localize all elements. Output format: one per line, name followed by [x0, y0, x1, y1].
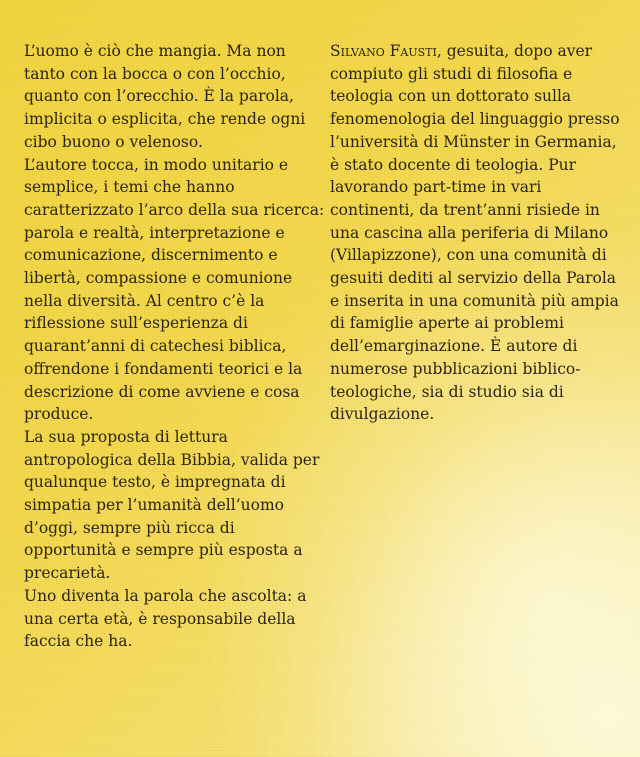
blurb-paragraph-1: L’uomo è ciò che mangia. Ma non tanto con la bocca o con l’occhio, quanto con l’orecchio. È la parola, implicita o esplicita, che rende ogni cibo buono o velenoso. [24, 42, 306, 151]
author-bio-column [330, 40, 630, 426]
author-bio-text: , gesuita, dopo aver compiuto gli studi di filosofia e teologia con un dottorato sulla fenomenologia del linguaggio presso l’università di Münster in Germania, è stato docente di teologia. Pur lavorando part-time in vari continenti, da trent’anni risiede in una cascina alla periferia di Milano (Villapizzone), con una comunità di gesuiti dediti al servizio della Parola e inserita in una comunità più ampia di famiglie aperte ai problemi dell’emarginazione. È autore di numerose pubblicazioni biblico-teologiche, sia di studio sia di divulgazione. [330, 42, 620, 424]
author-bio [330, 40, 630, 426]
blurb-paragraph-2: L’autore tocca, in modo unitario e semplice, i temi che hanno caratterizzato l’arco della sua ricerca: parola e realtà, interpretazione e comunicazione, discernimento e libertà, compassione e comunione nella diversità. Al centro c’è la riflessione sull’esperienza di quarant’anni di catechesi biblica, offrendone i fondamenti teorici e la descrizione di come avviene e cosa produce. [24, 155, 325, 424]
author-name: Silvano Fausti [330, 42, 437, 60]
blurb-paragraph-4: Uno diventa la parola che ascolta: a una certa età, è responsabile della faccia che ha. [24, 586, 307, 651]
book-blurb-column [24, 40, 330, 653]
blurb-paragraph-3: La sua proposta di lettura antropologica della Bibbia, valida per qualunque testo, è impregnata di simpatia per l’umanità dell’uomo d’oggi, sempre più ricca di opportunità e sempre più esposta a precarietà. [24, 427, 320, 583]
